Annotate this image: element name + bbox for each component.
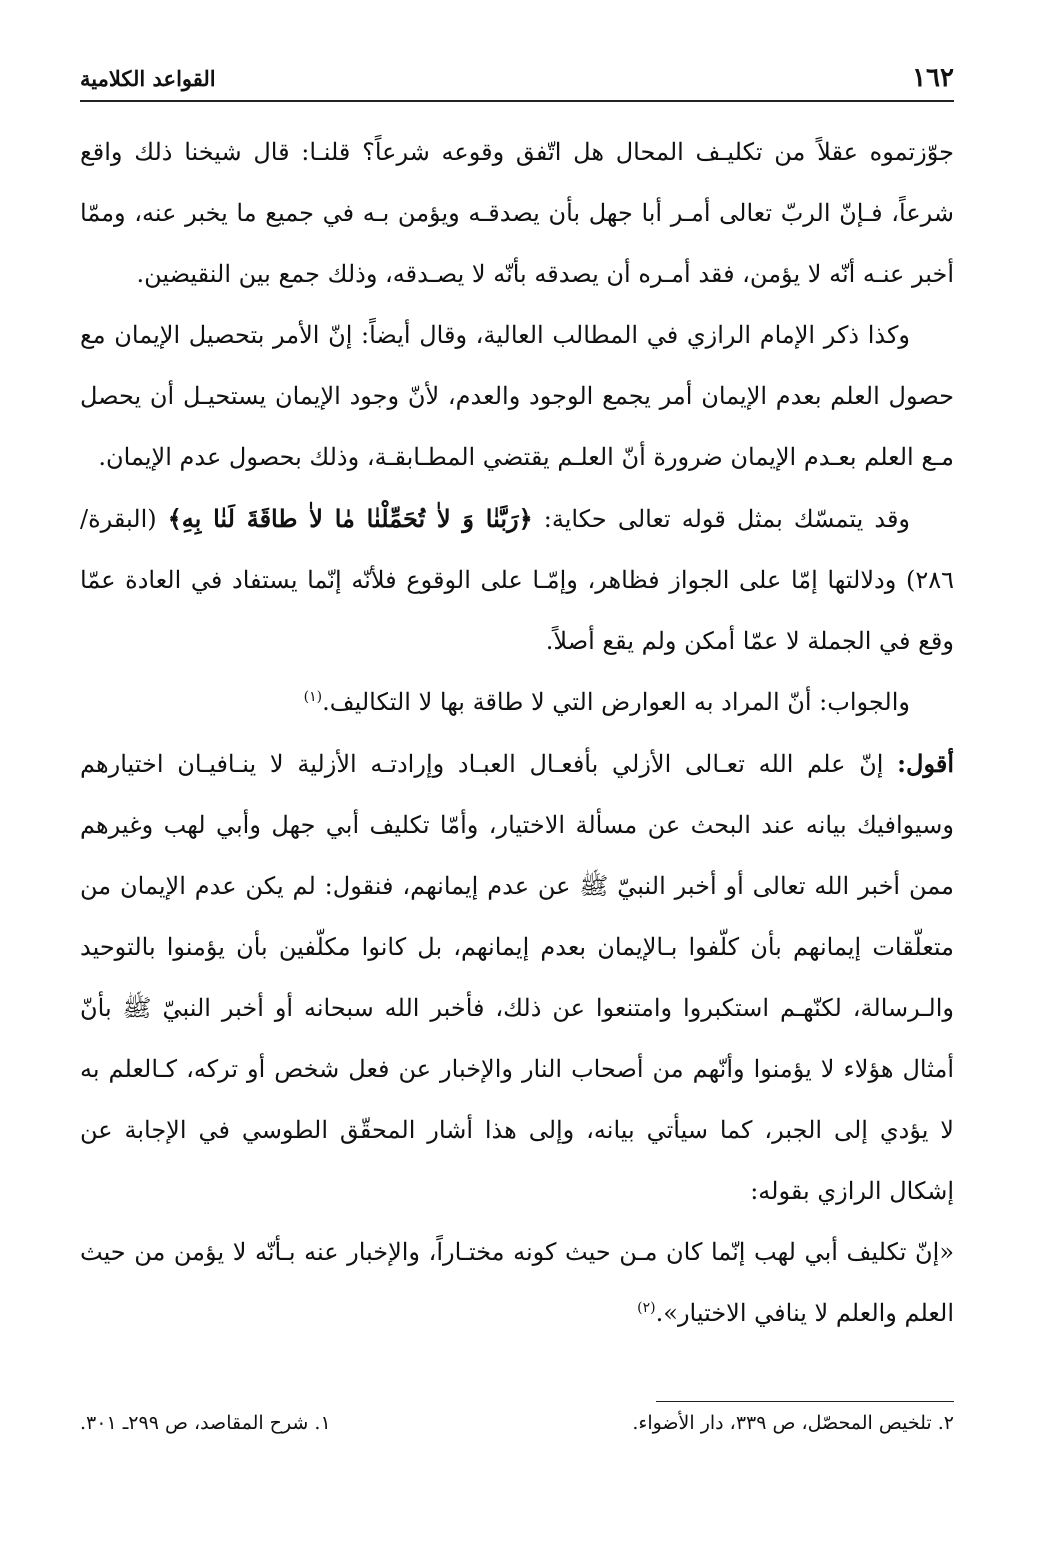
paragraph-3-rest: (البقرة/ ٢٨٦) ودلالتها إمّا على الجواز فظاهر، وإمّـا على الوقوع فلأنّه إنّما يستفاد في العادة عمّا وقع في الجملة لا عمّا أمكن ولم يقع أصلاً. — [80, 505, 954, 655]
paragraph-2: وكذا ذكر الإمام الرازي في المطالب العالية، وقال أيضاً: إنّ الأمر بتحصيل الإيمان مع حصول العلم بعدم الإيمان أمر يجمع الوجود والعدم، لأنّ وجود الإيمان يستحيـل أن يحصل مـع العلم بعـدم الإيمان ضرورة أنّ العلـم يقتضي المطـابقـة، وذلك بحصول عدم الإيمان. — [80, 321, 954, 471]
aqul-lead: أقول: — [897, 749, 954, 778]
running-title: القواعد الكلامية — [80, 65, 216, 91]
paragraph-4 — [80, 672, 954, 733]
paragraph-6-text: «إنّ تكليف أبي لهب إنّما كان مـن حيث كونه مختـاراً، والإخبار عنه بـأنّه لا يؤمن من حيث العلم والعلم لا ينافي الاختيار». — [80, 1238, 954, 1327]
footnote-marker-2: (٢) — [637, 1300, 656, 1316]
quran-verse: ﴿رَبَّنٰا وَ لاٰ تُحَمِّلْنٰا مٰا لاٰ طاقَةَ لَنٰا بِهِ﴾ — [167, 504, 533, 533]
page-number: ١٦٢ — [912, 63, 954, 93]
footnote-2: ٢. تلخيص المحصّل، ص ٣٣٩، دار الأضواء. — [632, 1412, 954, 1434]
paragraph-1: جوّزتموه عقلاً من تكليـف المحال هل اتّفق وقوعه شرعاً؟ قلنـا: قال شيخنا ذلك واقع شرعاً، فـإنّ الربّ تعالى أمـر أبا جهل بأن يصدقـه ويؤمن بـه في جميع ما يخبر عنه، وممّا أخبر عنـه أنّه لا يؤمن، فقد أمـره أن يصدقه بأنّه لا يصـدقه، وذلك جمع بين النقيضين. — [80, 138, 954, 288]
header-divider — [80, 100, 954, 102]
footnote-divider — [656, 1401, 954, 1402]
page-header — [80, 58, 954, 98]
footnote-1: ١. شرح المقاصد، ص ٢٩٩ـ ٣٠١. — [80, 1412, 331, 1434]
paragraph-3 — [80, 488, 954, 672]
paragraph-5-text: إنّ علم الله تعـالى الأزلي بأفعـال العبـاد وإرادتـه الأزلية لا ينـافيـان اختيارهم وسيوافيك بيانه عند البحث عن مسألة الاختيار، وأمّا تكليف أبي جهل وأبي لهب وغيرهم ممن أخبر الله تعالى أو أخبر النبيّ ﷺ عن عدم إيمانهم، فنقول: لم يكن عدم الإيمان من متعلّقات إيمانهم بأن كلّفوا بـالإيمان بعدم إيمانهم، بل كانوا مكلّفين بأن يؤمنوا بالتوحيد والـرسالة، لكنّهـم استكبروا وامتنعوا عن ذلك، فأخبر الله سبحانه أو أخبر النبيّ ﷺ بأنّ أمثال هؤلاء لا يؤمنوا وأنّهم من أصحاب النار والإخبار عن فعل شخص أو تركه، كـالعلم به لا يؤدي إلى الجبر، كما سيأتي بيانه، وإلى هذا أشار المحقّق الطوسي في الإجابة عن إشكال الرازي بقوله: — [80, 750, 954, 1205]
footnote-marker-1: (١) — [303, 689, 323, 705]
paragraph-4-text: والجواب: أنّ المراد به العوارض التي لا طاقة بها لا التكاليف. — [322, 688, 910, 716]
paragraph-5 — [80, 733, 954, 1222]
main-text — [80, 122, 954, 1344]
paragraph-6-quote — [80, 1222, 954, 1344]
paragraph-3-intro: وقد يتمسّك بمثل قوله تعالى حكاية: — [532, 505, 911, 533]
footnotes — [80, 1412, 954, 1452]
